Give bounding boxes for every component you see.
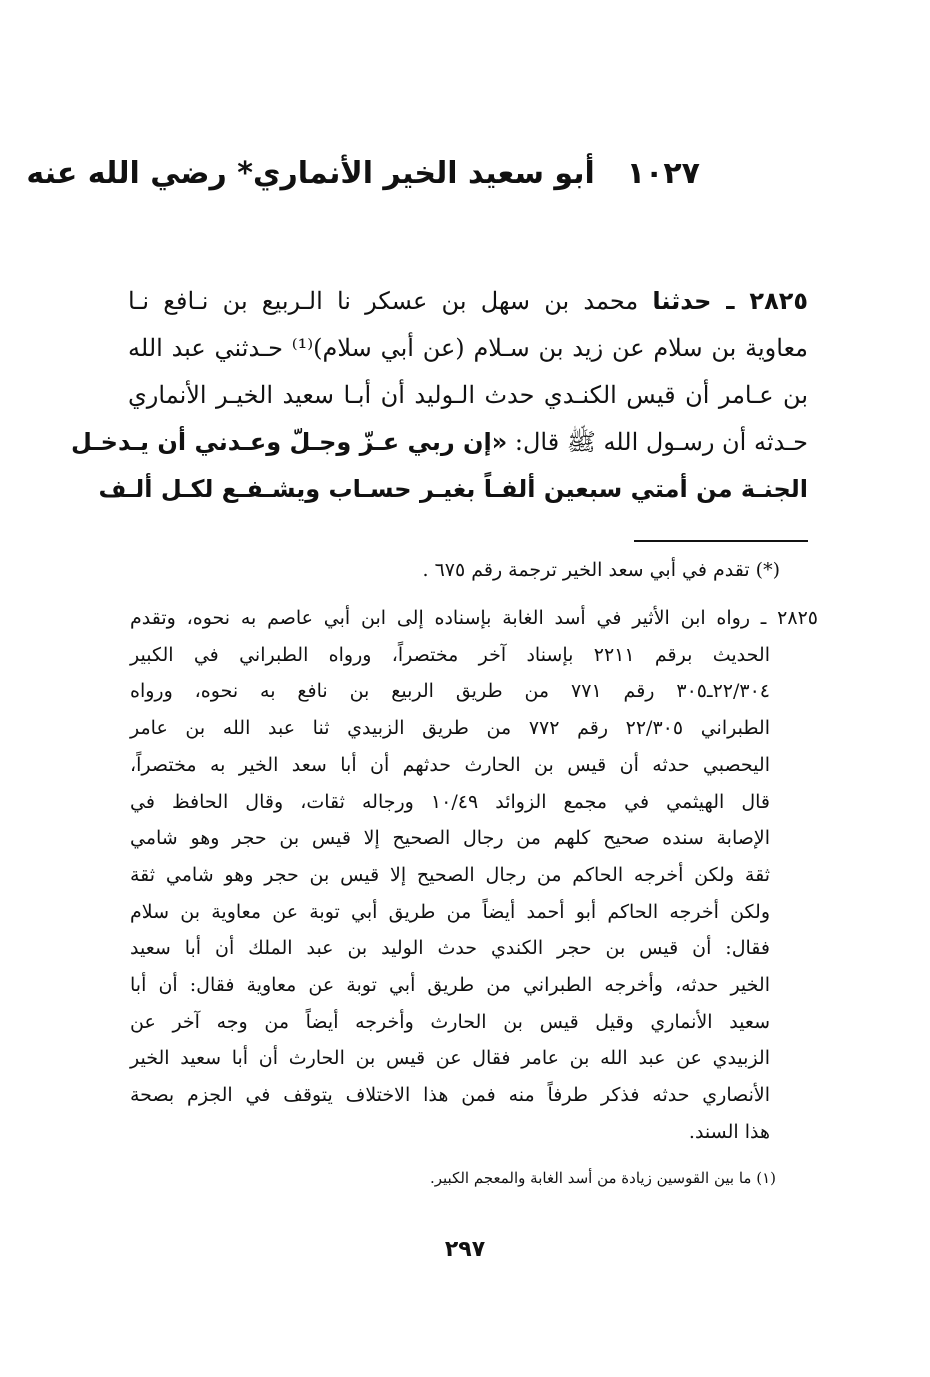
footnote-line: الحديث برقم ٢٢١١ بإسناد آخر مختصراً، ورواه الطبراني في الكبير <box>130 643 770 666</box>
footnote-line: الطبراني ٢٢/٣٠٥ رقم ٧٧٢ من طريق الزبيدي ثنا عبد الله بن عامر <box>130 717 770 740</box>
hadith-line-text: حـدثه أن رسـول الله ﷺ قال: <box>507 428 808 456</box>
footnote-divider <box>634 540 808 542</box>
entry-title: أبو سعيد الخير الأنماري* رضي الله عنه <box>26 156 595 191</box>
hadith-line: بن عـامر أن قيس الكنـدي حدث الـوليد أن أبـا سعيد الخيـر الأنماري <box>128 381 808 409</box>
footnote-star: (*) تقدم في أبي سعد الخير ترجمة رقم ٦٧٥ . <box>422 559 780 581</box>
footnote-line: اليحصبي حدثه أن قيس بن الحارث حدثهم أن أبا سعد الخير به مختصراً، <box>130 753 770 776</box>
footnote-line: الإصابة سنده صحيح كلهم من رجال الصحيح إلا قيس بن حجر وهو شامي <box>130 827 770 850</box>
footnote-line: الزبيدي عن عبد الله بن عامر فقال عن قيس بن الحارث أن أبا سعيد الخير <box>130 1047 770 1070</box>
footnote-line: الخير حدثه، وأخرجه الطبراني من طريق أبي توبة عن معاوية فقال: أن أبا <box>130 974 770 997</box>
entry-heading <box>26 152 700 196</box>
hadith-opening: ٢٨٢٥ ـ حدثنا <box>652 287 809 315</box>
footnote-line: ٢٢/٣٠٤ـ٣٠٥ رقم ٧٧١ من طريق الربيع بن نافع به نحوه، ورواه <box>130 680 771 703</box>
footnote-line: هذا السند. <box>688 1120 770 1143</box>
hadith-line <box>71 419 808 466</box>
hadith-quote: الجنـة من أمتي سبعين ألفـاً بغيـر حسـاب ويشـفـع لكـل ألـف <box>98 475 808 503</box>
footnote-line: ولكن أخرجه الحاكم أبو أحمد أيضاً من طريق أبي توبة عن معاوية بن سلام <box>130 900 770 923</box>
page-number: ٢٩٧ <box>444 1237 486 1262</box>
hadith-line: معاوية بن سلام عن زيد بن سـلام (عن أبي سلام)⁽¹⁾ حـدثني عبد الله <box>128 334 809 362</box>
footnote-line: فقال: أن قيس بن حجر الكندي حدث الوليد بن عبد الملك أن أبا سعيد <box>130 937 770 960</box>
hadith-line <box>128 278 808 325</box>
hadith-line-text: محمد بن سهل بن عسكر نا الـربيع بن نـافع نـا <box>128 287 653 315</box>
hadith-text <box>71 278 809 513</box>
footnote-line: قال الهيثمي في مجمع الزوائد ١٠/٤٩ ورجاله ثقات، وقال الحافظ في <box>130 790 771 813</box>
footnote-line: ٢٨٢٥ ـ رواه ابن الأثير في أسد الغابة بإسناده إلى ابن أبي عاصم به نحوه، وتقدم <box>130 607 818 629</box>
footnote-block <box>130 600 818 1151</box>
entry-number: ١٠٢٧ <box>626 156 700 191</box>
hadith-quote: «إن ربي عـزّ وجـلّ وعـدني أن يـدخـل <box>71 428 508 456</box>
footnote-line: الأنصاري حدثه فذكر طرفاً منه فمن هذا الاختلاف يتوقف في الجزم بصحة <box>130 1084 770 1107</box>
footnote-1: (١) ما بين القوسين زيادة من أسد الغابة والمعجم الكبير. <box>429 1169 776 1187</box>
footnote-line: ثقة ولكن أخرجه الحاكم من رجال الصحيح إلا قيس بن حجر وهو شامي ثقة <box>130 863 770 886</box>
footnote-line: سعيد الأنماري وقيل قيس بن الحارث وأخرجه أيضاً من وجه آخر عن <box>130 1010 770 1033</box>
